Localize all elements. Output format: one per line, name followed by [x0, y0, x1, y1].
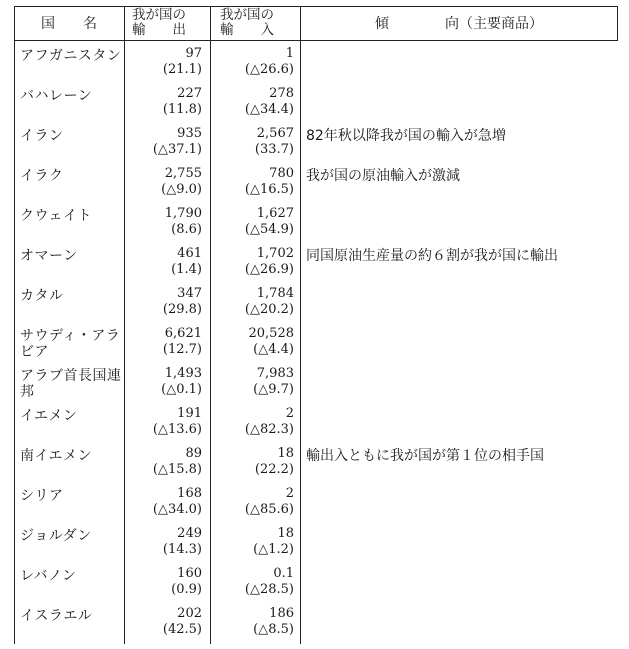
- import-value: 18: [277, 526, 294, 541]
- export-change: (△15.8): [152, 462, 202, 477]
- country-name: バハレーン: [20, 88, 93, 104]
- import-change: (△54.9): [244, 222, 294, 237]
- import-cell: [220, 406, 294, 438]
- import-cell: [220, 126, 294, 158]
- import-cell: [220, 526, 294, 558]
- import-change: (△1.2): [253, 542, 294, 557]
- export-change: (8.6): [171, 222, 202, 237]
- table-row: [14, 126, 618, 166]
- export-value: 2,755: [164, 166, 202, 181]
- export-cell: [128, 406, 202, 438]
- export-value: 168: [177, 486, 202, 501]
- export-value: 89: [185, 446, 202, 461]
- header-trend: 傾 向（主要商品）: [375, 16, 543, 32]
- export-change: (△0.1): [161, 382, 202, 397]
- header-import-line2: 輸 入: [220, 22, 274, 38]
- import-value: 2,567: [256, 126, 294, 141]
- header-export-line2: 輸 出: [132, 22, 186, 38]
- export-cell: [128, 126, 202, 158]
- table-row: [14, 486, 618, 526]
- table-row: [14, 406, 618, 446]
- country-name: クウェイト: [20, 208, 92, 224]
- table-row: [14, 86, 618, 126]
- export-value: 227: [177, 86, 202, 101]
- country-name: イスラエル: [20, 608, 93, 624]
- country-name: シリア: [20, 488, 64, 504]
- country-name: イラク: [20, 168, 64, 184]
- country-name: アラブ首長国連 邦: [20, 368, 122, 400]
- import-cell: [220, 206, 294, 238]
- export-cell: [128, 566, 202, 598]
- import-value: 1,702: [256, 246, 294, 261]
- header-import: [220, 8, 274, 38]
- import-cell: [220, 326, 294, 358]
- header-export: [132, 8, 186, 38]
- trend-note: 我が国の原油輸入が激減: [306, 168, 460, 184]
- table-row: [14, 606, 618, 646]
- export-change: (1.4): [171, 262, 202, 277]
- export-cell: [128, 326, 202, 358]
- import-value: 186: [269, 606, 294, 621]
- export-change: (△9.0): [161, 182, 202, 197]
- export-change: (12.7): [162, 342, 202, 357]
- import-change: (△16.5): [244, 182, 294, 197]
- import-value: 20,528: [248, 326, 294, 341]
- export-value: 249: [177, 526, 202, 541]
- import-change: (△34.4): [244, 102, 294, 117]
- export-cell: [128, 206, 202, 238]
- table-row: [14, 286, 618, 326]
- export-value: 160: [177, 566, 202, 581]
- import-change: (22.2): [254, 462, 294, 477]
- export-value: 97: [185, 46, 202, 61]
- country-name: 南イエメン: [20, 448, 92, 464]
- table-row: [14, 526, 618, 566]
- country-name: カタル: [20, 288, 64, 304]
- export-cell: [128, 246, 202, 278]
- import-value: 18: [277, 446, 294, 461]
- export-cell: [128, 286, 202, 318]
- import-cell: [220, 86, 294, 118]
- country-name: ジョルダン: [20, 528, 92, 544]
- country-name: オマーン: [20, 248, 78, 264]
- export-value: 347: [177, 286, 202, 301]
- export-value: 191: [177, 406, 202, 421]
- import-cell: [220, 286, 294, 318]
- import-change: (△9.7): [253, 382, 294, 397]
- export-cell: [128, 166, 202, 198]
- export-cell: [128, 446, 202, 478]
- export-change: (△13.6): [152, 422, 202, 437]
- export-value: 6,621: [164, 326, 202, 341]
- header-export-line1: 我が国の: [132, 7, 186, 23]
- export-change: (14.3): [162, 542, 202, 557]
- export-cell: [128, 86, 202, 118]
- country-name: レバノン: [20, 568, 77, 584]
- table-row: [14, 246, 618, 286]
- export-value: 461: [177, 246, 202, 261]
- import-cell: [220, 246, 294, 278]
- country-name: サウディ・アラ ビア: [20, 328, 121, 360]
- import-change: (△85.6): [244, 502, 294, 517]
- export-change: (0.9): [171, 582, 202, 597]
- export-value: 202: [177, 606, 202, 621]
- export-cell: [128, 46, 202, 78]
- export-change: (△37.1): [152, 142, 202, 157]
- header-import-line1: 我が国の: [220, 7, 274, 23]
- export-value: 1,790: [164, 206, 202, 221]
- import-value: 1: [285, 46, 294, 61]
- table-row: [14, 566, 618, 606]
- export-cell: [128, 526, 202, 558]
- import-cell: [220, 46, 294, 78]
- country-name: イラン: [20, 128, 64, 144]
- import-value: 1,784: [256, 286, 294, 301]
- import-change: (33.7): [254, 142, 294, 157]
- table-row: [14, 46, 618, 86]
- import-cell: [220, 446, 294, 478]
- header-bottom-rule: [14, 40, 618, 41]
- export-change: (42.5): [162, 622, 202, 637]
- export-cell: [128, 366, 202, 398]
- import-change: (△28.5): [244, 582, 294, 597]
- export-change: (29.8): [162, 302, 202, 317]
- export-change: (11.8): [162, 102, 202, 117]
- import-change: (△20.2): [244, 302, 294, 317]
- country-name: アフガニスタン: [20, 48, 122, 64]
- table-row: [14, 166, 618, 206]
- import-cell: [220, 366, 294, 398]
- import-value: 278: [269, 86, 294, 101]
- country-name: イエメン: [20, 408, 78, 424]
- table-row: [14, 366, 618, 406]
- import-change: (△4.4): [253, 342, 294, 357]
- export-cell: [128, 606, 202, 638]
- export-value: 1,493: [164, 366, 202, 381]
- table-row: [14, 206, 618, 246]
- import-value: 2: [285, 406, 294, 421]
- header-country: 国 名: [41, 16, 97, 32]
- table-row: [14, 326, 618, 366]
- trade-table: [14, 6, 618, 644]
- import-change: (△26.9): [244, 262, 294, 277]
- export-change: (21.1): [162, 62, 202, 77]
- import-cell: [220, 606, 294, 638]
- import-value: 7,983: [256, 366, 294, 381]
- import-change: (△26.6): [244, 62, 294, 77]
- table-row: [14, 446, 618, 486]
- import-cell: [220, 166, 294, 198]
- import-cell: [220, 486, 294, 518]
- export-value: 935: [177, 126, 202, 141]
- import-cell: [220, 566, 294, 598]
- import-value: 2: [285, 486, 294, 501]
- trend-note: 輸出入ともに我が国が第１位の相手国: [306, 448, 544, 464]
- trend-note: 82年秋以降我が国の輸入が急増: [306, 128, 506, 144]
- import-value: 780: [269, 166, 294, 181]
- import-change: (△8.5): [253, 622, 294, 637]
- import-value: 0.1: [273, 566, 294, 581]
- import-change: (△82.3): [244, 422, 294, 437]
- import-value: 1,627: [256, 206, 294, 221]
- export-change: (△34.0): [152, 502, 202, 517]
- export-cell: [128, 486, 202, 518]
- trend-note: 同国原油生産量の約６割が我が国に輸出: [306, 248, 558, 264]
